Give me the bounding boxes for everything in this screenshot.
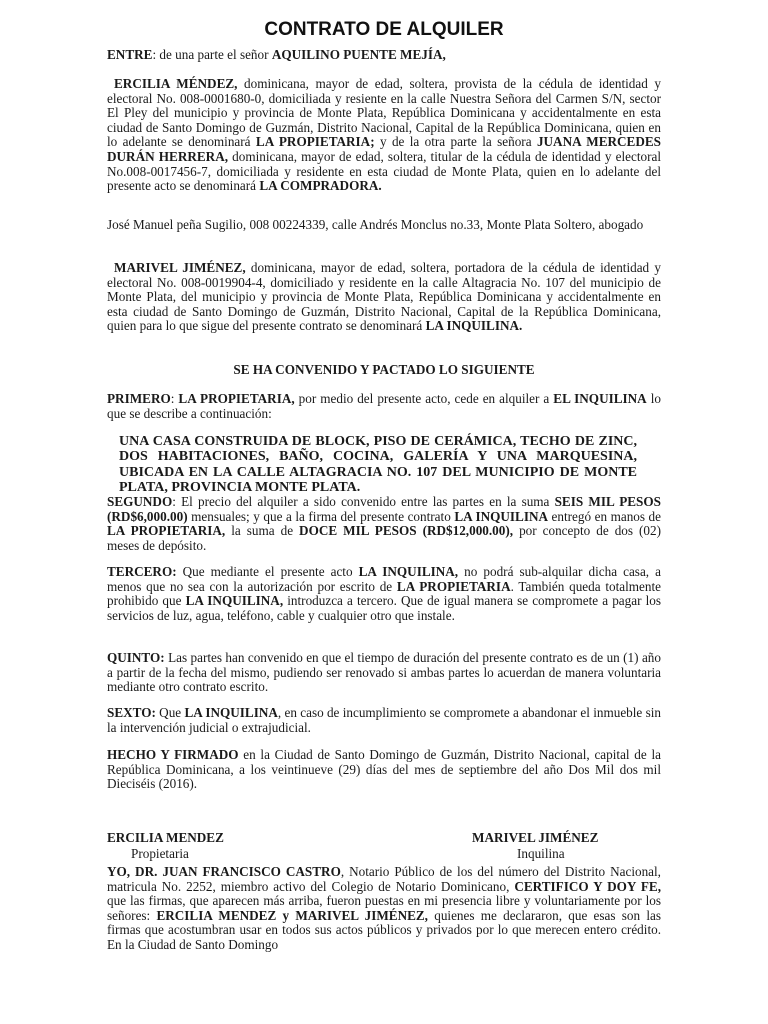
document-title: CONTRATO DE ALQUILER [264,19,504,40]
segundo-text-5: por concepto de dos (02) meses de depósito. [107,523,661,553]
segundo-text-4: la suma de [225,523,300,539]
aquilino-name: AQUILINO PUENTE MEJÍA, [271,47,446,62]
la-propietaria-term: LA PROPIETARIA; [255,134,375,150]
signature-left-name: ERCILIA MENDEZ [107,830,224,845]
entre-text: : de una parte el señor [152,47,272,62]
segundo-text-1: : El precio del alquiler a sido convenido entre las partes en la suma [172,494,555,509]
notary-paragraph [107,865,661,953]
sexto-text-2: , en caso de incumplimiento se compromete a abandonar el inmueble sin la intervención judicial o extrajudicial. [107,705,661,735]
segundo-label: SEGUNDO [107,494,173,509]
notary-bold-1: YO, DR. JUAN FRANCISCO CASTRO [107,864,341,879]
tercero-bold-1: LA INQUILINA, [358,564,459,579]
primero-label: PRIMERO [107,391,171,406]
notary-text-2: que las firmas, que aparecen más arriba, fueron puestas en mi presencia libre y voluntariamente por los señores: [107,893,661,923]
segundo-text-3: entregó en manos de [548,508,661,524]
marivel-paragraph [107,261,661,334]
ercilia-paragraph [107,77,661,194]
agreement-heading: SE HA CONVENIDO Y PACTADO LO SIGUIENTE [233,362,535,377]
la-compradora-term: LA COMPRADORA. [259,178,382,194]
primero-bold-2: EL INQUILINA [553,391,647,406]
segundo-bold-4: DOCE MIL PESOS (RD$12,000.00), [299,523,514,539]
house-description: UNA CASA CONSTRUIDA DE BLOCK, PISO DE CERÁMICA, TECHO DE ZINC, DOS HABITACIONES, BAÑO, COCINA, GALERÍA Y UNA MARQUESINA, UBICADA EN LA CALLE ALTAGRACIA NO. 107 DEL MUNICIPIO DE MONTE PLATA, PROVINCIA MONTE PLATA. [119,434,637,496]
segundo-paragraph [107,495,661,553]
hecho-label: HECHO Y FIRMADO [107,747,239,762]
primero-text-1: : [170,391,179,406]
tercero-text-1: Que mediante el presente acto [176,564,359,579]
primero-paragraph [107,392,661,421]
tercero-paragraph [107,565,661,623]
la-inquilina-term: LA INQUILINA. [425,318,523,334]
tercero-text-4: introduzca a tercero. Que de igual manera se compromete a pagar los servicios de luz, agua, teléfono, cable y cualquier otro que instale. [107,593,662,623]
entre-paragraph [107,48,661,63]
quinto-label: QUINTO: [107,650,165,665]
tercero-bold-3: LA INQUILINA, [185,593,284,609]
entre-label: ENTRE [107,47,153,62]
notary-text-1: , Notario Público de los del número del Distrito Nacional, matricula No. 2252, miembro activo del Colegio de Notario Dominicano, [107,864,661,894]
segundo-bold-3: LA PROPIETARIA, [107,523,226,539]
sexto-text-1: Que [155,705,185,720]
segundo-bold-1: SEIS MIL PESOS (RD$6,000.00) [107,494,661,524]
primero-text-3: lo que se describe a continuación: [107,391,661,421]
ercilia-text-1: dominicana, mayor de edad, soltera, provista de la cédula de identidad y electoral No. 008-0001680-0, domiciliada y resiente en la calle Nuestra Señora del Carmen S/N, sector El Pley del municipio y provincia de Monte Plata, República Dominicana y accidentalmente en esta ciudad de Santo Domingo de Guzmán, Distrito Nacional, Capital de la República Dominicana, quien en lo adelante se denominará [107,76,661,150]
tercero-bold-2: LA PROPIETARIA [396,578,511,594]
hecho-paragraph [107,748,661,792]
segundo-bold-2: LA INQUILINA [454,508,548,524]
ercilia-name: ERCILIA MÉNDEZ, [114,76,238,91]
primero-bold-1: LA PROPIETARIA, [178,391,295,406]
quinto-paragraph [107,651,661,695]
jose-paragraph: José Manuel peña Sugilio, 008 00224339, calle Andrés Monclus no.33, Monte Plata Soltero, abogado [107,217,644,232]
ercilia-text-2: y de la otra parte la señora [374,134,537,150]
tercero-text-2: no podrá sub-alquilar dicha casa, a menos que no sea con la autorización por escrito de [107,564,661,594]
sexto-label: SEXTO: [107,705,156,720]
quinto-text-1: Las partes han convenido en que el tiempo de duración del presente contrato es de un (1) año a partir de la fecha del mismo, pudiendo ser renovado si ambas partes lo acuerdan de manera voluntaria mediante otro contrato escrito. [107,650,661,695]
notary-text-3: quienes me declararon, que esas son las firmas que acostumbran usar en todos sus actos públicos y privados por lo que merecen entero crédito. En la Ciudad de Santo Domingo [107,907,661,952]
sexto-paragraph [107,706,661,735]
notary-bold-3: ERCILIA MENDEZ y MARIVEL JIMÉNEZ, [156,907,428,923]
segundo-text-2: mensuales; y que a la firma del presente contrato [187,508,455,524]
hecho-text-1: en la Ciudad de Santo Domingo de Guzmán, Distrito Nacional, capital de la República Dominicana, a los veintinueve (29) días del mes de septiembre del año Dos Mil dos mil Dieciséis (2016). [107,747,661,792]
marivel-text-1: dominicana, mayor de edad, soltera, portadora de la cédula de identidad y electoral No. 008-0019904-4, domiciliado y residente en la calle Altagracia No. 107 del municipio de Monte Plata, del municipio y provincia de Monte Plata, República Dominicana y accidentalmente en esta ciudad de Santo Domingo de Guzmán, Distrito Nacional, Capital de la República Dominicana, quien para lo que sigue del presente contrato se denominará [107,260,661,334]
juana-name: JUANA MERCEDES DURÁN HERRERA, [107,134,662,164]
signature-right-role: Inquilina [517,846,565,861]
signature-left-role: Propietaria [131,846,189,861]
primero-text-2: por medio del presente acto, cede en alquiler a [294,391,554,406]
marivel-name: MARIVEL JIMÉNEZ, [114,260,246,275]
signature-right-name: MARIVEL JIMÉNEZ [472,830,599,845]
notary-bold-2: CERTIFICO Y DOY FE, [514,878,661,894]
sexto-bold-1: LA INQUILINA [184,705,278,720]
tercero-label: TERCERO: [107,564,177,579]
tercero-text-3: . También queda totalmente prohibido que [107,578,661,609]
ercilia-text-3: dominicana, mayor de edad, soltera, titular de la cédula de identidad y electoral No.008-0017456-7, domiciliada y residente en esta ciudad de Monte Plata, quien en lo adelante del presente acto se denominará [107,148,661,194]
